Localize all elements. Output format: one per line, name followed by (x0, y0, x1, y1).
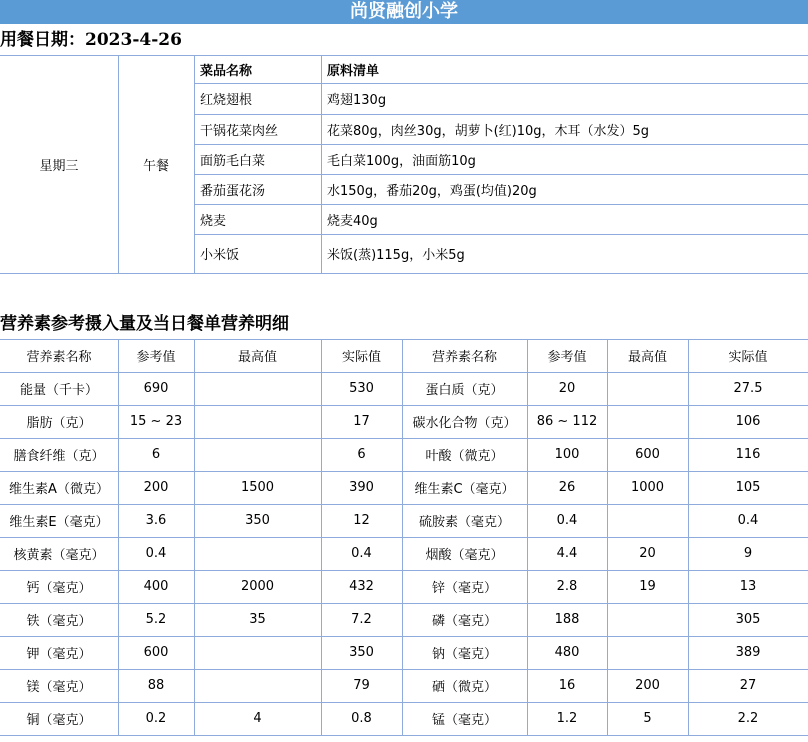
nutrient-name: 锌（毫克） (431, 581, 497, 596)
nutrient-value: 27.5 (733, 381, 763, 396)
menu-meal: 午餐 (142, 158, 169, 174)
nutrient-name: 碳水化合物（克） (412, 416, 517, 431)
menu-dish-name: 干锅花菜肉丝 (200, 123, 279, 139)
nutrient-value: 100 (554, 447, 580, 462)
grid-line (0, 273, 808, 274)
menu-dish-ingredients: 毛白菜100g，油面筋10g (327, 153, 476, 169)
nutrient-value: 7.2 (351, 612, 372, 627)
nutrient-value: 1.2 (556, 711, 578, 726)
menu-dish-name: 番茄蛋花汤 (200, 183, 266, 199)
nutrition-section-title: 营养素参考摄入量及当日餐单营养明细 (0, 314, 289, 334)
menu-dish-name: 红烧翅根 (200, 93, 253, 108)
nutrient-value: 2.8 (556, 579, 578, 594)
nutrient-name: 硒（微克） (431, 680, 497, 695)
nutrient-name: 钾（毫克） (26, 647, 92, 662)
nutrient-value: 116 (735, 447, 761, 462)
nutrient-name: 钠（毫克） (431, 647, 497, 662)
nutrient-value (607, 636, 688, 669)
nutrition-header-cell: 参考值 (547, 350, 587, 365)
nutrient-value: 4 (253, 711, 262, 726)
nutrient-name: 磷（毫克） (431, 614, 497, 629)
nutrient-value: 200 (635, 678, 660, 693)
nutrient-value: 26 (558, 480, 576, 495)
menu-dish-name: 面筋毛白菜 (200, 153, 266, 169)
meal-date: 用餐日期：2023-4-26 (0, 30, 182, 50)
nutrient-value (194, 405, 321, 438)
nutrient-value: 6 (151, 447, 161, 462)
nutrient-value: 106 (735, 414, 761, 429)
nutrient-value: 20 (639, 546, 656, 561)
nutrient-name: 蛋白质（克） (425, 383, 504, 398)
nutrient-value: 79 (353, 678, 370, 693)
nutrient-value: 350 (349, 645, 374, 660)
menu-header-ingredients: 原料清单 (327, 63, 380, 79)
nutrition-header-cell: 参考值 (136, 350, 176, 365)
nutrient-value: 2.2 (737, 711, 759, 726)
nutrient-value (194, 636, 321, 669)
nutrient-value: 350 (245, 513, 270, 528)
menu-dish-ingredients: 水150g，番茄20g，鸡蛋(均值)20g (327, 183, 537, 199)
nutrient-value: 0.4 (351, 546, 372, 561)
nutrient-name: 铁（毫克） (26, 614, 92, 629)
nutrition-header-cell: 实际值 (728, 350, 768, 365)
nutrient-value: 35 (249, 612, 266, 627)
nutrient-value (607, 603, 688, 636)
nutrient-value: 1000 (630, 480, 665, 495)
nutrient-name: 叶酸（微克） (425, 449, 504, 464)
nutrient-value: 19 (639, 579, 656, 594)
menu-dish-ingredients: 烧麦40g (327, 213, 378, 229)
nutrient-name: 铜（毫克） (26, 713, 92, 728)
nutrient-name: 核黄素（毫克） (13, 548, 105, 563)
nutrient-value: 105 (735, 480, 761, 495)
nutrient-value (194, 537, 321, 570)
menu-dish-ingredients: 鸡翅130g (327, 93, 387, 108)
nutrient-value: 200 (143, 480, 169, 495)
nutrient-value: 16 (558, 678, 576, 693)
nutrient-value: 6 (357, 447, 366, 462)
nutrient-value: 1500 (240, 480, 275, 495)
nutrient-value (607, 405, 688, 438)
nutrient-name: 钙（毫克） (26, 581, 92, 596)
menu-dish-name: 烧麦 (200, 213, 227, 229)
nutrient-name: 硫胺素（毫克） (418, 515, 510, 530)
menu-weekday: 星期三 (39, 158, 79, 174)
nutrient-value: 86 ~ 112 (536, 414, 598, 429)
nutrient-value: 2000 (240, 579, 275, 594)
nutrient-value: 389 (735, 645, 761, 660)
nutrient-value: 15 ~ 23 (129, 414, 183, 429)
nutrient-value (194, 438, 321, 471)
school-title: 尚贤融创小学 (0, 0, 808, 24)
nutrition-header-cell: 实际值 (341, 350, 381, 365)
nutrient-value: 3.6 (145, 513, 167, 528)
nutrient-value: 0.4 (556, 513, 578, 528)
nutrient-value: 88 (147, 678, 165, 693)
menu-header-dish: 菜品名称 (200, 63, 253, 79)
nutrient-value: 27 (739, 678, 757, 693)
nutrition-header-cell: 最高值 (627, 350, 667, 365)
nutrient-value: 13 (739, 579, 757, 594)
nutrient-value: 0.8 (351, 711, 372, 726)
nutrient-value: 400 (143, 579, 169, 594)
nutrient-name: 脂肪（克） (26, 416, 92, 431)
nutrient-value: 432 (349, 579, 374, 594)
nutrient-value (607, 372, 688, 405)
nutrition-header-cell: 营养素名称 (431, 350, 497, 365)
nutrient-name: 维生素A（微克） (9, 482, 109, 497)
nutrient-value: 4.4 (556, 546, 578, 561)
nutrient-value: 0.4 (145, 546, 167, 561)
nutrient-value: 0.4 (737, 513, 759, 528)
menu-dish-name: 小米饭 (200, 248, 240, 263)
nutrient-value: 530 (349, 381, 374, 396)
nutrient-value (194, 669, 321, 702)
nutrient-value: 480 (554, 645, 580, 660)
nutrient-value: 390 (349, 480, 374, 495)
grid-line (0, 735, 808, 736)
nutrition-header-cell: 营养素名称 (26, 350, 92, 365)
nutrient-value: 0.2 (145, 711, 167, 726)
nutrient-name: 维生素E（毫克） (9, 515, 109, 530)
nutrient-value: 5.2 (145, 612, 167, 627)
nutrient-value (607, 504, 688, 537)
nutrient-name: 维生素C（毫克） (414, 482, 515, 497)
nutrient-value: 690 (143, 381, 169, 396)
nutrition-header-cell: 最高值 (237, 350, 277, 365)
nutrient-name: 膳食纤维（克） (13, 449, 105, 464)
nutrient-name: 能量（千卡） (19, 383, 98, 398)
nutrient-value: 12 (353, 513, 370, 528)
menu-dish-ingredients: 花菜80g，肉丝30g，胡萝卜(红)10g，木耳（水发）5g (327, 123, 650, 139)
nutrient-value: 17 (353, 414, 370, 429)
nutrient-value: 9 (743, 546, 753, 561)
nutrient-value (194, 372, 321, 405)
nutrient-value: 5 (643, 711, 652, 726)
menu-dish-ingredients: 米饭(蒸)115g，小米5g (327, 248, 465, 263)
nutrient-value: 600 (635, 447, 660, 462)
nutrient-value: 600 (143, 645, 169, 660)
nutrient-value: 305 (735, 612, 761, 627)
nutrient-value: 188 (554, 612, 580, 627)
nutrient-value: 20 (558, 381, 576, 396)
nutrient-name: 锰（毫克） (431, 713, 497, 728)
nutrient-name: 烟酸（毫克） (425, 548, 504, 563)
nutrient-name: 镁（毫克） (26, 680, 92, 695)
